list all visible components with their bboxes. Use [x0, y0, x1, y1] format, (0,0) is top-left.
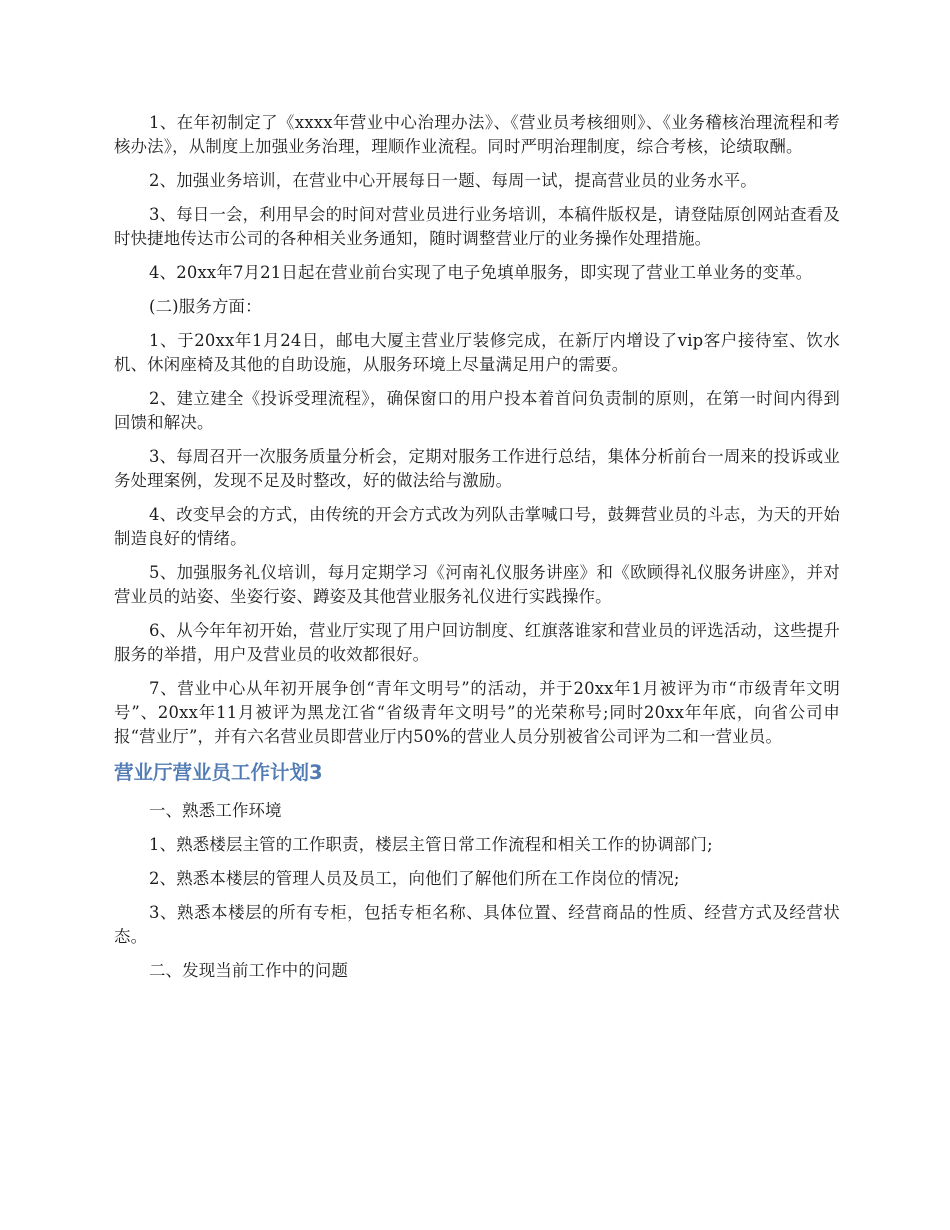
paragraph-7: 3、每周召开一次服务质量分析会，定期对服务工作进行总结，集体分析前台一周来的投诉或业务处理案例，发现不足及时整改，好的做法给与激励。 — [114, 447, 840, 490]
paragraph-12: 1、熟悉楼层主管的工作职责，楼层主管日常工作流程和相关工作的协调部门; — [149, 835, 713, 854]
paragraph-8: 4、改变早会的方式，由传统的开会方式改为列队击掌喊口号，鼓舞营业员的斗志，为天的开始制造良好的情绪。 — [114, 505, 840, 548]
paragraph-1: 1、在年初制定了《xxxx年营业中心治理办法》、《营业员考核细则》、《业务稽核治理流程和考核办法》，从制度上加强业务治理，理顺作业流程。同时严明治理制度，综合考核，论绩取酬。 — [114, 113, 840, 156]
subsection-problems-title: 二、发现当前工作中的问题 — [149, 961, 349, 980]
paragraph-9: 5、加强服务礼仪培训，每月定期学习《河南礼仪服务讲座》和《欧顾得礼仪服务讲座》，并对营业员的站姿、坐姿行姿、蹲姿及其他营业服务礼仪进行实践操作。 — [114, 563, 840, 606]
paragraph-5: 1、于20xx年1月24日，邮电大厦主营业厅装修完成，在新厅内增设了vip客户接待室、饮水机、休闲座椅及其他的自助设施，从服务环境上尽量满足用户的需要。 — [114, 331, 840, 374]
paragraph-13: 2、熟悉本楼层的管理人员及员工，向他们了解他们所在工作岗位的情况; — [149, 869, 680, 888]
section-heading: 营业厅营业员工作计划3 — [114, 761, 323, 784]
subsection-service-title: (二)服务方面： — [149, 297, 262, 316]
document-body — [114, 111, 840, 993]
subsection-environment-title: 一、熟悉工作环境 — [149, 801, 282, 820]
paragraph-6: 2、建立建全《投诉受理流程》，确保窗口的用户投本着首问负责制的原则，在第一时间内得到回馈和解决。 — [114, 389, 840, 432]
paragraph-4: 4、20xx年7月21日起在营业前台实现了电子免填单服务，即实现了营业工单业务的变革。 — [149, 263, 813, 282]
paragraph-2: 2、加强业务培训，在营业中心开展每日一题、每周一试，提高营业员的业务水平。 — [149, 171, 757, 190]
paragraph-3: 3、每日一会，利用早会的时间对营业员进行业务培训，本稿件版权是，请登陆原创网站查看及时快捷地传达市公司的各种相关业务通知，随时调整营业厅的业务操作处理措施。 — [114, 205, 840, 248]
paragraph-10: 6、从今年年初开始，营业厅实现了用户回访制度、红旗落谁家和营业员的评选活动，这些提升服务的举措，用户及营业员的收效都很好。 — [114, 621, 840, 664]
paragraph-11: 7、营业中心从年初开展争创“青年文明号”的活动，并于20xx年1月被评为市“市级青年文明号”、20xx年11月被评为黑龙江省“省级青年文明号”的光荣称号;同时20xx年年底，向省公司申报“营业厅”，并有六名营业员即营业厅内50%的营业人员分别被省公司评为二和一营业员。 — [114, 679, 840, 746]
paragraph-14: 3、熟悉本楼层的所有专柜，包括专柜名称、具体位置、经营商品的性质、经营方式及经营状态。 — [114, 903, 840, 946]
